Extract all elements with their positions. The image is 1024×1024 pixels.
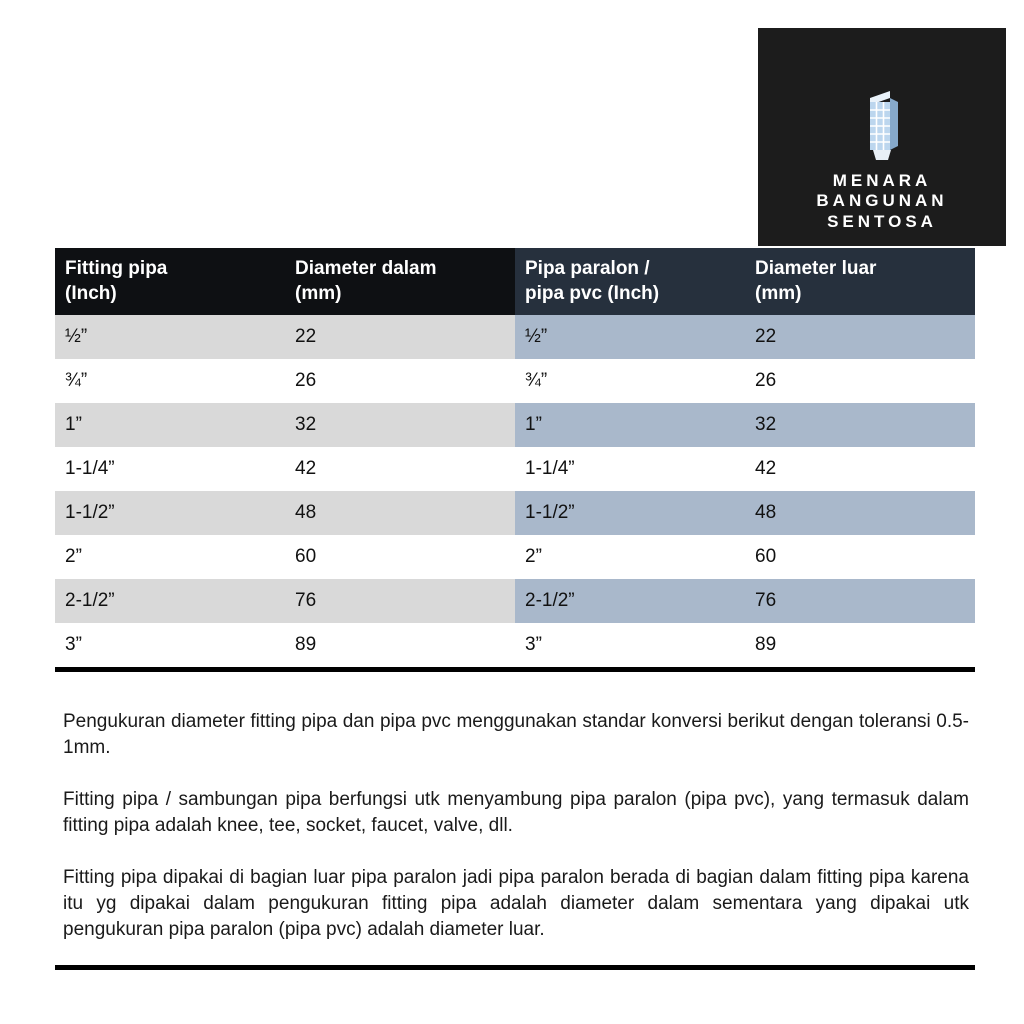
cell-diameter-luar: 32: [745, 403, 975, 447]
logo-line-1: MENARA: [832, 170, 932, 190]
col-header-line: Fitting pipa: [65, 258, 168, 279]
cell-fitting: ¾”: [55, 359, 285, 403]
col-header-line: Diameter dalam: [295, 258, 437, 279]
cell-pvc: ¾”: [515, 359, 745, 403]
col-header-line: (Inch): [65, 282, 117, 304]
cell-pvc: 2”: [515, 535, 745, 579]
cell-diameter-dalam: 32: [285, 403, 515, 447]
cell-pvc: 2-1/2”: [515, 579, 745, 623]
brand-logo: [758, 28, 1006, 246]
note-paragraph-1: Pengukuran diameter fitting pipa dan pipa pvc menggunakan standar konversi berikut dengan toleransi 0.5-1mm.: [63, 711, 969, 758]
cell-fitting: 1-1/4”: [55, 447, 285, 491]
cell-diameter-dalam: 26: [285, 359, 515, 403]
cell-diameter-dalam: 42: [285, 447, 515, 491]
col-header-fitting-pipa: [55, 248, 285, 315]
cell-fitting: 1”: [55, 403, 285, 447]
table-header-row: [55, 248, 975, 315]
note-paragraph-3: Fitting pipa dipakai di bagian luar pipa paralon jadi pipa paralon berada di bagian dalam fitting pipa karena itu yg dipakai dalam pengukuran fitting pipa adalah diameter dalam sementara yang dipakai utk pengukuran pipa paralon (pipa pvc) adalah diameter luar.: [63, 867, 969, 940]
cell-diameter-luar: 48: [745, 491, 975, 535]
cell-diameter-luar: 76: [745, 579, 975, 623]
cell-pvc: 1”: [515, 403, 745, 447]
table-row: [55, 403, 975, 447]
col-header-pipa-paralon: [515, 248, 745, 315]
cell-diameter-luar: 60: [745, 535, 975, 579]
col-header-line: pipa pvc (Inch): [525, 282, 660, 304]
cell-pvc: ½”: [515, 315, 745, 359]
cell-fitting: 1-1/2”: [55, 491, 285, 535]
logo-line-3: SENTOSA: [827, 211, 937, 231]
col-header-line: Diameter luar: [755, 258, 877, 279]
table-row: [55, 447, 975, 491]
cell-fitting: 2-1/2”: [55, 579, 285, 623]
cell-diameter-luar: 42: [745, 447, 975, 491]
notes-section: [55, 669, 975, 970]
cell-diameter-luar: 26: [745, 359, 975, 403]
cell-diameter-dalam: 89: [285, 623, 515, 670]
table-row: [55, 579, 975, 623]
table-row: [55, 623, 975, 670]
note-paragraph-2: Fitting pipa / sambungan pipa berfungsi utk menyambung pipa paralon (pipa pvc), yang termasuk dalam fitting pipa adalah knee, tee, socket, faucet, valve, dll.: [63, 789, 969, 836]
cell-fitting: 2”: [55, 535, 285, 579]
table-row: [55, 535, 975, 579]
cell-pvc: 1-1/4”: [515, 447, 745, 491]
cell-diameter-dalam: 76: [285, 579, 515, 623]
cell-diameter-luar: 89: [745, 623, 975, 670]
cell-diameter-dalam: 48: [285, 491, 515, 535]
conversion-table-wrapper: [55, 248, 975, 672]
col-header-line: Pipa paralon /: [525, 258, 650, 279]
table-row: [55, 359, 975, 403]
table-row: [55, 315, 975, 359]
cell-diameter-dalam: 22: [285, 315, 515, 359]
col-header-line: (mm): [295, 282, 342, 304]
col-header-line: (mm): [755, 282, 802, 304]
table-row: [55, 491, 975, 535]
cell-diameter-dalam: 60: [285, 535, 515, 579]
cell-fitting: 3”: [55, 623, 285, 670]
building-icon: [855, 87, 909, 163]
cell-pvc: 3”: [515, 623, 745, 670]
pipe-conversion-table: [55, 248, 975, 672]
col-header-diameter-luar: [745, 248, 975, 315]
col-header-diameter-dalam: [285, 248, 515, 315]
cell-fitting: ½”: [55, 315, 285, 359]
cell-diameter-luar: 22: [745, 315, 975, 359]
logo-line-2: BANGUNAN: [816, 191, 948, 211]
cell-pvc: 1-1/2”: [515, 491, 745, 535]
